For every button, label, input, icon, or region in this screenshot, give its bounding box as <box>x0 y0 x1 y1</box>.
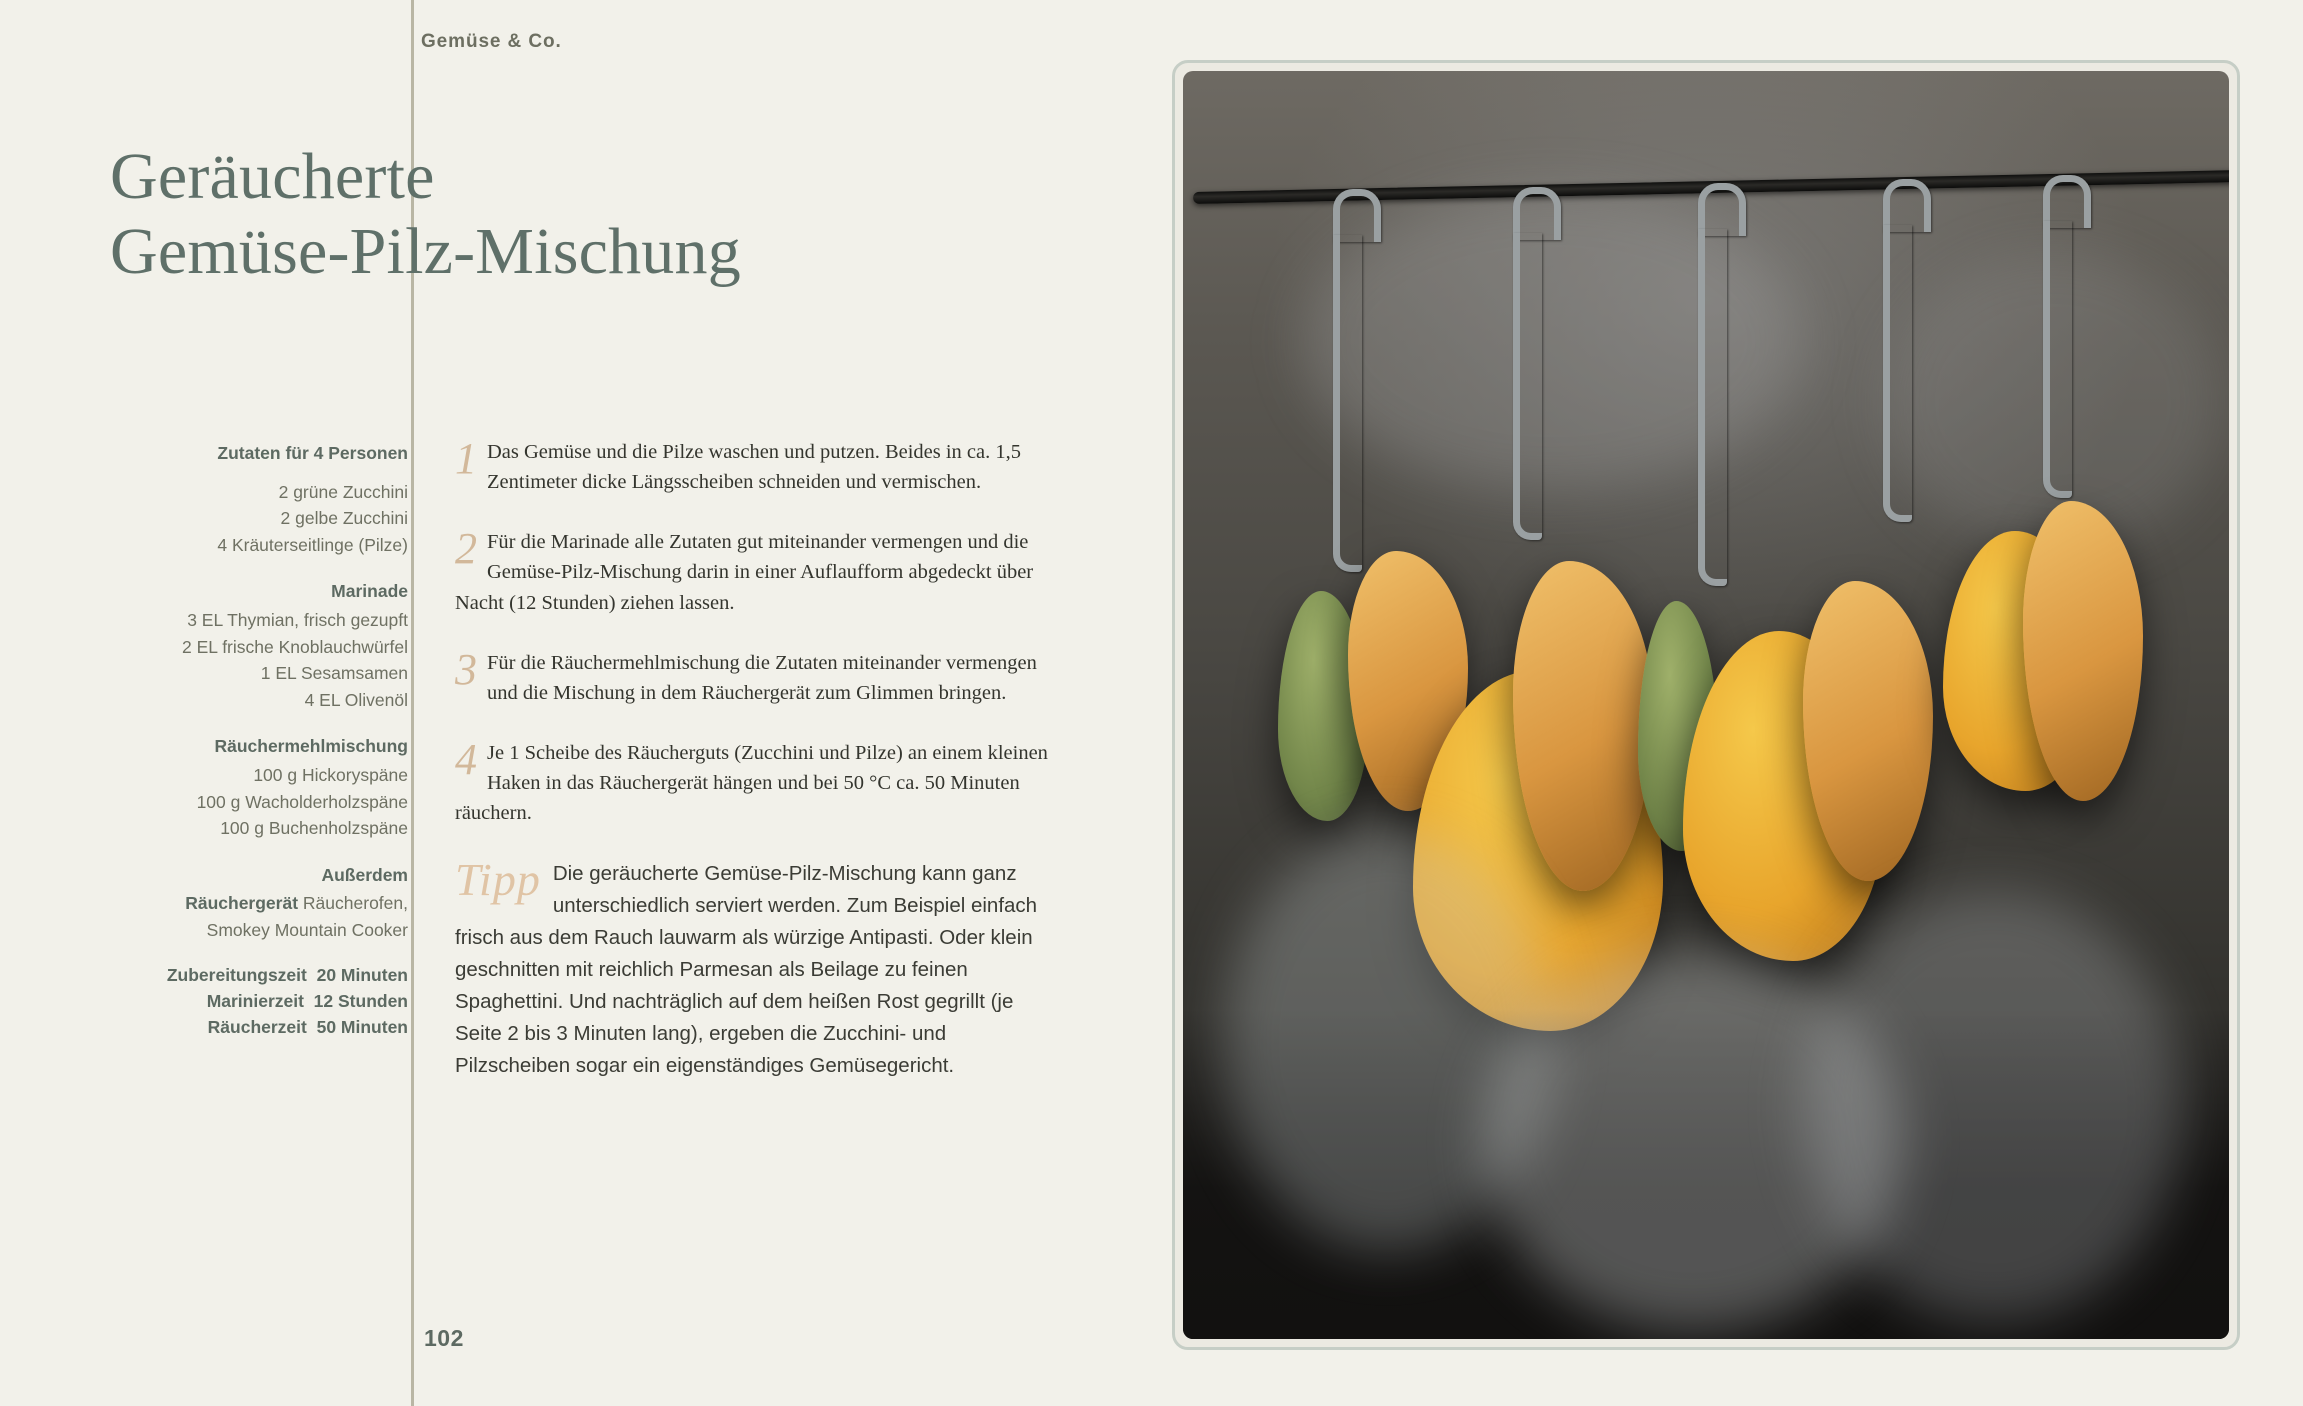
time-row <box>100 1014 408 1040</box>
hook-icon <box>1333 235 1362 572</box>
equipment-value-1: Räucherofen, <box>302 893 408 914</box>
page-title-line-1: Geräucherte <box>110 140 435 213</box>
ingredient-item: 4 Kräuterseitlinge (Pilze) <box>217 534 408 555</box>
recipe-photo-frame <box>1172 60 2240 1350</box>
hook-icon <box>2043 221 2072 498</box>
smoke-mix-item: 100 g Buchenholzspäne <box>220 818 408 839</box>
instruction-step <box>455 434 1055 497</box>
step-text: Für die Marinade alle Zutaten gut miteinander vermengen und die Gemüse-Pilz-Mischung darin in einer Auflaufform abgedeckt über Nacht (12 Stunden) ziehen lassen. <box>455 531 1034 614</box>
instructions-panel <box>455 434 1055 1082</box>
marinade-item: 4 EL Olivenöl <box>304 689 408 710</box>
equipment-block <box>100 862 408 944</box>
step-number: 3 <box>455 644 477 694</box>
time-label: Räucherzeit <box>207 1017 307 1037</box>
equipment-line <box>100 890 408 917</box>
equipment-label: Räuchergerät <box>185 893 299 914</box>
marinade-item: 3 EL Thymian, frisch gezupft <box>187 609 408 630</box>
time-label: Zubereitungszeit <box>166 964 307 985</box>
equipment-heading: Außerdem <box>321 864 408 885</box>
step-text: Je 1 Scheibe des Räucherguts (Zucchini und Pilze) an einem kleinen Haken in das Räuchergerät hängen und bei 50 °C ca. 50 Minuten räuchern. <box>455 741 1048 825</box>
marinade-heading: Marinade <box>331 581 408 602</box>
hook-icon <box>1513 233 1542 540</box>
ingredient-item: 2 grüne Zucchini <box>278 481 408 502</box>
marinade-item: 1 EL Sesamsamen <box>260 663 408 684</box>
tip-section <box>455 854 1055 1082</box>
instruction-step <box>455 734 1055 828</box>
page-number: 102 <box>424 1325 464 1351</box>
smoke-mix-block <box>100 733 408 841</box>
chapter-label: Gemüse & Co. <box>421 31 562 52</box>
time-value: 12 Stunden <box>313 990 408 1011</box>
instruction-step <box>455 644 1055 708</box>
step-text: Das Gemüse und die Pilze waschen und putzen. Beides in ca. 1,5 Zentimeter dicke Längsscheiben schneiden und vermischen. <box>487 441 1022 494</box>
marinade-item: 2 EL frische Knoblauchwürfel <box>181 636 408 657</box>
smoke-mix-heading: Räuchermehlmischung <box>214 736 408 757</box>
time-row <box>100 988 408 1014</box>
time-value: 20 Minuten <box>316 964 408 985</box>
time-row <box>100 962 408 988</box>
step-text: Für die Räuchermehlmischung die Zutaten miteinander vermengen und die Mischung in dem Räuchergerät zum Glimmen bringen. <box>487 651 1037 704</box>
step-number: 1 <box>455 434 477 483</box>
instruction-step <box>455 524 1055 617</box>
ingredients-heading: Zutaten für 4 Personen <box>217 443 408 463</box>
hook-icon <box>1883 225 1912 522</box>
step-number: 4 <box>455 734 477 784</box>
smoke-wisp <box>1803 891 2183 1321</box>
times-block <box>100 962 408 1041</box>
ingredients-main-block <box>100 440 408 558</box>
marinade-block <box>100 578 408 713</box>
step-number: 2 <box>455 524 477 574</box>
ingredients-panel <box>100 440 408 1040</box>
smoke-mix-item: 100 g Hickoryspäne <box>253 764 408 785</box>
equipment-value-2: Smokey Mountain Cooker <box>206 919 408 940</box>
smoke-mix-item: 100 g Wacholderholzspäne <box>196 791 408 812</box>
tip-heading: Tipp <box>455 854 541 906</box>
time-label: Marinierzeit <box>206 990 304 1011</box>
page-title <box>110 140 1010 289</box>
page-title-line-2: Gemüse-Pilz-Mischung <box>110 214 741 288</box>
time-value: 50 Minuten <box>316 1017 408 1037</box>
tip-text: Die geräucherte Gemüse-Pilz-Mischung kann ganz unterschiedlich serviert werden. Zum Beispiel einfach frisch aus dem Rauch lauwarm als würzige Antipasti. Oder klein geschnitten mit reichlich Parmesan als Beilage zu feinen Spaghettini. Und nachträglich auf dem heißen Rost gegrillt (je Seite 2 bis 3 Minuten lang), ergeben die Zucchini- und Pilzscheiben sogar ein eigenständiges Gemüsegericht. <box>455 862 1038 1078</box>
recipe-photo <box>1183 71 2229 1339</box>
ingredient-item: 2 gelbe Zucchini <box>280 508 408 529</box>
hook-icon <box>1698 229 1727 586</box>
